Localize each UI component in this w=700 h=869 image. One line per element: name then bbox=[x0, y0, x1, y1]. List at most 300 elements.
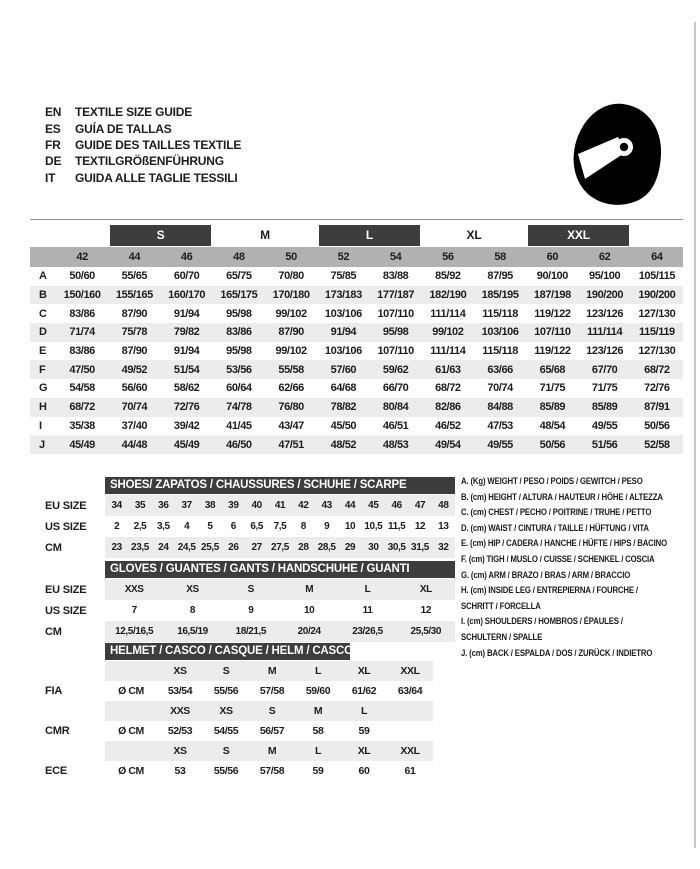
measure-cell: 91/94 bbox=[330, 326, 357, 339]
helmet-value-cell: 57/58 bbox=[259, 765, 285, 777]
helmet-size-cell: L bbox=[314, 745, 321, 757]
measure-cell: 99/102 bbox=[275, 345, 307, 358]
measure-cell: 72/76 bbox=[173, 401, 200, 414]
value-cell: 36 bbox=[158, 500, 169, 511]
helmet-size-cell: S bbox=[222, 745, 230, 757]
measure-cell: 71/75 bbox=[539, 382, 566, 395]
helmet-values bbox=[105, 681, 433, 701]
measure-cell: 46/52 bbox=[435, 419, 461, 432]
value-cell: 11,5 bbox=[388, 521, 406, 532]
row-letter: G bbox=[39, 382, 48, 395]
helmet-size-cell: M bbox=[313, 705, 323, 717]
measure-cell: 41/45 bbox=[226, 419, 252, 432]
helmet-sizes bbox=[105, 741, 433, 761]
measure-cell: 47/53 bbox=[487, 419, 513, 432]
measure-cell: 103/106 bbox=[481, 326, 519, 339]
measure-cell: 123/126 bbox=[586, 307, 624, 320]
helmet-value-cell: 55/56 bbox=[213, 765, 239, 777]
measure-row-b bbox=[30, 286, 683, 305]
measure-cell: 39/42 bbox=[173, 419, 200, 432]
legend-line-0: A. (Kg) WEIGHT / PESO / POIDS / GEWITCH / PESO bbox=[461, 476, 643, 487]
helmet-size-cell: XS bbox=[173, 745, 187, 757]
measure-cell: 57/60 bbox=[330, 363, 357, 376]
value-cell: 46 bbox=[391, 500, 402, 511]
measure-cell: 83/86 bbox=[69, 307, 95, 320]
measure-cell: 76/80 bbox=[278, 401, 304, 414]
measure-cell: 115/118 bbox=[482, 345, 518, 358]
measure-cell: 119/122 bbox=[534, 307, 571, 320]
measure-cell: 72/76 bbox=[644, 382, 670, 395]
measure-cell: 50/60 bbox=[69, 270, 95, 283]
measure-cell: 62/66 bbox=[278, 382, 304, 395]
measure-cell: 185/195 bbox=[481, 289, 519, 302]
value-cell: 25,5/30 bbox=[410, 626, 442, 637]
measure-cell: 111/114 bbox=[430, 345, 466, 358]
value-cell: 48 bbox=[438, 500, 449, 511]
shoes-row-eu-size bbox=[45, 495, 465, 516]
measure-cell: 85/89 bbox=[591, 401, 618, 414]
diameter-unit: Ø CM bbox=[118, 725, 144, 737]
value-cell: 11 bbox=[362, 605, 373, 616]
value-cell: 31,5 bbox=[411, 542, 429, 553]
value-cell: 9 bbox=[248, 605, 254, 616]
language-code: EN bbox=[45, 105, 62, 120]
measure-cell: 68/72 bbox=[69, 401, 95, 414]
value-cell: 12 bbox=[414, 521, 426, 532]
measure-cell: 46/51 bbox=[382, 419, 409, 432]
legend-line-1: B. (cm) HEIGHT / ALTURA / HAUTEUR / HÖHE / ALTEZZA bbox=[461, 491, 663, 503]
row-letter: D bbox=[39, 326, 47, 339]
measure-cell: 61/63 bbox=[435, 363, 461, 376]
size-header-cell: 44 bbox=[128, 251, 141, 263]
measure-cell: 107/110 bbox=[377, 307, 414, 320]
value-cell: 13 bbox=[438, 521, 449, 532]
helmet-value-cell: 58 bbox=[312, 725, 324, 737]
measure-cell: 55/58 bbox=[278, 363, 304, 376]
measure-cell: 49/55 bbox=[591, 419, 618, 432]
helmet-size-cell: XXL bbox=[400, 745, 420, 757]
measure-cell: 37/40 bbox=[121, 419, 148, 432]
size-header-row bbox=[30, 247, 683, 267]
size-header-cell: 42 bbox=[76, 251, 88, 263]
helmet-value-cell: 57/58 bbox=[259, 685, 285, 697]
measure-cell: 60/64 bbox=[226, 382, 252, 395]
value-cell: 7,5 bbox=[273, 521, 287, 532]
helmet-value-cell: 59 bbox=[358, 725, 370, 737]
measure-cell: 71/75 bbox=[591, 382, 618, 395]
value-cell: XXS bbox=[124, 584, 144, 595]
measure-cell: 87/90 bbox=[278, 326, 304, 339]
row-letter: C bbox=[39, 307, 47, 320]
value-cell: 10,5 bbox=[364, 521, 383, 532]
measure-cell: 43/47 bbox=[278, 419, 304, 432]
measure-cell: 59/62 bbox=[382, 363, 409, 376]
value-cell: 20/24 bbox=[297, 626, 321, 637]
measure-cell: 55/65 bbox=[121, 270, 148, 283]
value-cell: 23,5 bbox=[131, 542, 149, 553]
measure-cell: 115/118 bbox=[482, 307, 518, 320]
row-values bbox=[105, 579, 455, 600]
measure-cell: 48/52 bbox=[330, 438, 357, 451]
measure-legend bbox=[461, 474, 693, 661]
helmet-value-cell: 56/57 bbox=[259, 725, 285, 737]
value-cell: 4 bbox=[184, 521, 190, 532]
measure-cell: 173/183 bbox=[324, 289, 362, 302]
value-cell: XL bbox=[419, 584, 432, 595]
measure-cell: 103/106 bbox=[324, 307, 362, 320]
language-title: GUÍA DE TALLAS bbox=[75, 121, 172, 136]
measure-cell: 53/56 bbox=[226, 363, 252, 376]
measure-cell: 123/126 bbox=[586, 345, 624, 358]
measure-cell: 190/200 bbox=[586, 289, 624, 302]
row-letter: A bbox=[39, 270, 47, 283]
helmet-value-cell: 59/60 bbox=[305, 685, 331, 697]
measure-cell: 95/98 bbox=[382, 326, 409, 339]
language-code: IT bbox=[45, 170, 56, 185]
measure-cell: 95/98 bbox=[226, 307, 252, 320]
row-label: CM bbox=[45, 625, 62, 638]
helmet-size-cell: S bbox=[222, 665, 230, 677]
helmet-values bbox=[105, 721, 433, 741]
measure-cell: 155/165 bbox=[115, 289, 153, 302]
racing-helmet-icon bbox=[571, 101, 663, 205]
measure-cell: 52/58 bbox=[644, 438, 670, 451]
measure-cell: 48/54 bbox=[539, 419, 566, 432]
value-cell: 40 bbox=[251, 500, 262, 511]
gloves-section bbox=[45, 561, 465, 642]
row-values bbox=[105, 600, 455, 621]
language-row bbox=[45, 153, 241, 169]
measure-cell: 95/98 bbox=[226, 345, 252, 358]
value-cell: 23/26,5 bbox=[352, 626, 383, 637]
measure-cell: 70/80 bbox=[278, 270, 304, 283]
helmet-size-cell: S bbox=[268, 705, 276, 717]
measure-row-a bbox=[30, 267, 683, 286]
size-header-cell: 58 bbox=[494, 251, 506, 263]
value-cell: 27,5 bbox=[271, 542, 289, 553]
value-cell: 12 bbox=[420, 605, 431, 616]
value-cell: 47 bbox=[414, 500, 426, 511]
measure-cell: 50/56 bbox=[644, 419, 670, 432]
language-row bbox=[45, 170, 241, 186]
size-header-cell: 64 bbox=[651, 251, 663, 263]
measure-cell: 79/82 bbox=[173, 326, 200, 339]
measure-cell: 70/74 bbox=[121, 401, 148, 414]
measure-cell: 47/51 bbox=[278, 438, 304, 451]
measure-row-f bbox=[30, 360, 683, 379]
row-letter: B bbox=[39, 289, 47, 302]
language-row bbox=[45, 137, 241, 153]
measure-cell: 150/160 bbox=[63, 289, 101, 302]
value-cell: M bbox=[305, 584, 314, 595]
measure-cell: 99/102 bbox=[432, 326, 464, 339]
measure-cell: 71/74 bbox=[69, 326, 95, 339]
value-cell: 30 bbox=[368, 542, 379, 553]
measure-cell: 64/68 bbox=[330, 382, 357, 395]
value-cell: 6 bbox=[230, 521, 236, 532]
textile-size-table bbox=[30, 224, 683, 454]
measure-cell: 165/175 bbox=[220, 289, 258, 302]
row-values bbox=[105, 621, 455, 642]
language-row bbox=[45, 104, 241, 120]
measure-cell: 45/50 bbox=[330, 419, 357, 432]
measure-cell: 187/198 bbox=[533, 289, 571, 302]
measure-cell: 85/89 bbox=[539, 401, 566, 414]
measure-cell: 49/52 bbox=[121, 363, 148, 376]
shoes-title-bar: SHOES/ ZAPATOS / CHAUSSURES / SCHUHE / SCARPE bbox=[105, 477, 455, 494]
language-row bbox=[45, 120, 241, 136]
row-label: EU SIZE bbox=[45, 583, 87, 596]
measure-cell: 91/94 bbox=[173, 307, 200, 320]
measure-row-g bbox=[30, 379, 683, 398]
measure-cell: 70/74 bbox=[487, 382, 513, 395]
size-group-xxl: XXL bbox=[528, 225, 629, 246]
language-title: GUIDA ALLE TAGLIE TESSILI bbox=[75, 170, 238, 185]
row-letter: I bbox=[39, 419, 42, 432]
language-title-list bbox=[45, 104, 241, 186]
helmet-values-row-cmr bbox=[45, 721, 465, 741]
standard-label: CMR bbox=[45, 725, 70, 737]
shoes-section bbox=[45, 477, 465, 558]
measure-cell: 115/119 bbox=[639, 326, 675, 339]
helmet-sizes-row bbox=[45, 701, 465, 721]
size-header-cell: 48 bbox=[233, 251, 245, 263]
value-cell: 9 bbox=[324, 521, 330, 532]
right-edge-line bbox=[694, 22, 696, 848]
value-cell: S bbox=[247, 584, 254, 595]
legend-line-4: E. (cm) HIP / CADERA / HANCHE / HÜFTE / HIPS / BACINO bbox=[461, 538, 667, 550]
legend-line-2: C. (cm) CHEST / PECHO / POITRINE / TRUHE / PETTO bbox=[461, 507, 652, 519]
legend-line-11: J. (cm) BACK / ESPALDA / DOS / ZURÜCK / INDIETRO bbox=[461, 647, 653, 659]
measure-cell: 127/130 bbox=[638, 345, 676, 358]
standard-label: ECE bbox=[45, 765, 68, 777]
row-letter: H bbox=[39, 401, 47, 414]
measure-cell: 177/187 bbox=[377, 289, 415, 302]
value-cell: 34 bbox=[111, 500, 122, 511]
helmet-value-cell: 53/54 bbox=[167, 685, 193, 697]
measure-cell: 127/130 bbox=[638, 307, 676, 320]
helmet-size-cell: L bbox=[360, 705, 367, 717]
measure-cell: 45/49 bbox=[69, 438, 95, 451]
helmet-values-row-fia bbox=[45, 681, 465, 701]
language-code: DE bbox=[45, 154, 62, 169]
measure-cell: 75/85 bbox=[330, 270, 357, 283]
row-values bbox=[105, 537, 455, 558]
measure-cell: 160/170 bbox=[168, 289, 206, 302]
helmet-size-cell: XXL bbox=[400, 665, 420, 677]
size-header-cell: 54 bbox=[389, 251, 402, 263]
value-cell: 43 bbox=[321, 500, 332, 511]
helmet-size-cell: XXS bbox=[170, 705, 190, 717]
value-cell: 28,5 bbox=[317, 542, 336, 553]
value-cell: 41 bbox=[274, 500, 286, 511]
value-cell: 12,5/16,5 bbox=[115, 626, 154, 637]
value-cell: 24,5 bbox=[177, 542, 196, 553]
measure-cell: 90/100 bbox=[536, 270, 568, 283]
measure-cell: 51/54 bbox=[173, 363, 200, 376]
gloves-title-bar: GLOVES / GUANTES / GANTS / HANDSCHUHE / GUANTI bbox=[105, 561, 455, 578]
measure-row-d bbox=[30, 323, 683, 342]
legend-line-9: I. (cm) SHOULDERS / HOMBROS / ÉPAULES / bbox=[461, 616, 623, 628]
gloves-row-eu-size bbox=[45, 579, 465, 600]
size-header-cell: 46 bbox=[180, 251, 193, 263]
row-label: US SIZE bbox=[45, 520, 87, 533]
measure-cell: 111/114 bbox=[587, 326, 623, 339]
measure-row-e bbox=[30, 342, 683, 361]
helmet-value-cell: 59 bbox=[312, 765, 324, 777]
measure-row-j bbox=[30, 435, 683, 454]
gloves-row-us-size bbox=[45, 600, 465, 621]
diameter-unit: Ø CM bbox=[118, 765, 144, 777]
measure-cell: 50/56 bbox=[539, 438, 566, 451]
legend-line-8: SCHRITT / FORCELLA bbox=[461, 600, 541, 612]
row-letter: J bbox=[39, 438, 45, 451]
size-header-cell: 56 bbox=[442, 251, 454, 263]
measure-cell: 67/70 bbox=[591, 363, 618, 376]
value-cell: L bbox=[364, 584, 371, 595]
helmet-value-cell: 52/53 bbox=[167, 725, 193, 737]
value-cell: 32 bbox=[438, 542, 449, 553]
measure-cell: 95/100 bbox=[589, 270, 621, 283]
value-cell: 16,5/19 bbox=[177, 626, 208, 637]
helmet-size-cell: L bbox=[314, 665, 321, 677]
language-code: ES bbox=[45, 121, 61, 136]
size-header-cell: 50 bbox=[285, 251, 297, 263]
value-cell: 6,5 bbox=[250, 521, 264, 532]
measure-cell: 74/78 bbox=[226, 401, 252, 414]
helmet-value-cell: 54/55 bbox=[213, 725, 239, 737]
size-header-cell: 60 bbox=[546, 251, 559, 263]
row-label: EU SIZE bbox=[45, 499, 87, 512]
size-header-cell: 52 bbox=[337, 251, 350, 263]
measure-cell: 105/115 bbox=[638, 270, 676, 283]
helmet-title-bar: HELMET / CASCO / CASQUE / HELM / CASCO bbox=[105, 643, 350, 660]
helmet-sizes bbox=[105, 701, 433, 721]
measure-cell: 83/86 bbox=[226, 326, 252, 339]
measure-cell: 66/70 bbox=[382, 382, 409, 395]
value-cell: 27 bbox=[251, 542, 262, 553]
row-label: US SIZE bbox=[45, 604, 87, 617]
size-header-cell: 62 bbox=[598, 251, 611, 263]
value-cell: 39 bbox=[228, 500, 239, 511]
helmet-section bbox=[45, 643, 465, 781]
measure-cell: 91/94 bbox=[173, 345, 200, 358]
measure-cell: 87/90 bbox=[121, 345, 148, 358]
measure-row-c bbox=[30, 304, 683, 323]
measure-cell: 111/114 bbox=[430, 307, 466, 320]
helmet-value-cell: 60 bbox=[358, 765, 370, 777]
helmet-sizes-row bbox=[45, 741, 465, 761]
measure-cell: 85/92 bbox=[435, 270, 461, 283]
value-cell: 24 bbox=[158, 542, 169, 553]
value-cell: 18/21,5 bbox=[235, 626, 267, 637]
value-cell: 29 bbox=[344, 542, 356, 553]
value-cell: 35 bbox=[134, 500, 146, 511]
measure-cell: 51/56 bbox=[591, 438, 618, 451]
shoes-row-cm bbox=[45, 537, 465, 558]
measure-cell: 65/75 bbox=[226, 270, 252, 283]
value-cell: 2,5 bbox=[133, 521, 147, 532]
size-group-xl: XL bbox=[466, 228, 482, 242]
language-title: TEXTILE SIZE GUIDE bbox=[75, 105, 193, 120]
value-cell: 42 bbox=[298, 500, 309, 511]
helmet-values bbox=[105, 761, 433, 781]
measure-cell: 107/110 bbox=[377, 345, 414, 358]
measure-cell: 80/84 bbox=[382, 401, 409, 414]
measure-cell: 68/72 bbox=[435, 382, 461, 395]
value-cell: 5 bbox=[207, 521, 213, 532]
measure-cell: 35/38 bbox=[69, 419, 95, 432]
legend-line-10: SCHULTERN / SPALLE bbox=[461, 631, 543, 643]
legend-line-3: D. (cm) WAIST / CINTURA / TAILLE / HÜFTUNG / VITA bbox=[461, 522, 649, 534]
measure-cell: 63/66 bbox=[487, 363, 513, 376]
legend-line-7: H. (cm) INSIDE LEG / ENTREPIERNA / FOURCHE / bbox=[461, 585, 638, 597]
measure-cell: 65/68 bbox=[539, 363, 566, 376]
helmet-sizes bbox=[105, 661, 433, 681]
measure-cell: 87/91 bbox=[644, 401, 670, 414]
diameter-unit: Ø CM bbox=[118, 685, 144, 697]
value-cell: 10 bbox=[344, 521, 356, 532]
measure-cell: 83/88 bbox=[382, 270, 409, 283]
measure-cell: 87/95 bbox=[487, 270, 513, 283]
legend-line-5: F. (cm) TIGH / MUSLO / CUISSE / SCHENKEL / COSCIA bbox=[461, 553, 655, 565]
gloves-row-cm bbox=[45, 621, 465, 642]
helmet-size-cell: XL bbox=[357, 665, 371, 677]
row-values bbox=[105, 516, 455, 537]
measure-cell: 46/50 bbox=[226, 438, 252, 451]
value-cell: 25,5 bbox=[201, 542, 219, 553]
measure-cell: 75/78 bbox=[121, 326, 148, 339]
measure-cell: 60/70 bbox=[173, 270, 200, 283]
measure-cell: 78/82 bbox=[330, 401, 357, 414]
value-cell: 38 bbox=[204, 500, 216, 511]
helmet-size-cell: M bbox=[267, 745, 277, 757]
value-cell: 45 bbox=[368, 500, 379, 511]
helmet-size-cell: M bbox=[267, 665, 277, 677]
language-code: FR bbox=[45, 137, 61, 152]
measure-cell: 103/106 bbox=[324, 345, 362, 358]
helmet-values-row-ece bbox=[45, 761, 465, 781]
helmet-value-cell: 53 bbox=[174, 765, 186, 777]
measure-cell: 58/62 bbox=[173, 382, 200, 395]
size-group-l: L bbox=[319, 225, 420, 246]
measure-cell: 99/102 bbox=[275, 307, 307, 320]
measure-row-i bbox=[30, 417, 683, 436]
measure-cell: 119/122 bbox=[534, 345, 571, 358]
helmet-value-cell: 61 bbox=[404, 765, 416, 777]
measure-cell: 170/180 bbox=[272, 289, 310, 302]
measure-cell: 84/88 bbox=[487, 401, 513, 414]
measure-cell: 45/49 bbox=[173, 438, 200, 451]
measure-cell: 190/200 bbox=[638, 289, 676, 302]
value-cell: 23 bbox=[111, 542, 122, 553]
divider-line bbox=[30, 219, 683, 220]
measure-cell: 54/58 bbox=[69, 382, 95, 395]
value-cell: 44 bbox=[344, 500, 356, 511]
value-cell: 2 bbox=[114, 521, 120, 532]
helmet-value-cell: 55/56 bbox=[213, 685, 239, 697]
measure-cell: 107/110 bbox=[534, 326, 571, 339]
gloves-rows bbox=[45, 579, 465, 642]
size-group-row bbox=[30, 224, 683, 247]
value-cell: 30,5 bbox=[387, 542, 406, 553]
helmet-size-cell: XL bbox=[357, 745, 371, 757]
measure-cell: 182/190 bbox=[429, 289, 467, 302]
measure-cell: 44/48 bbox=[121, 438, 148, 451]
legend-line-6: G. (cm) ARM / BRAZO / BRAS / ARM / BRACCIO bbox=[461, 569, 631, 581]
value-cell: 8 bbox=[300, 521, 306, 532]
row-letter: F bbox=[39, 363, 46, 376]
